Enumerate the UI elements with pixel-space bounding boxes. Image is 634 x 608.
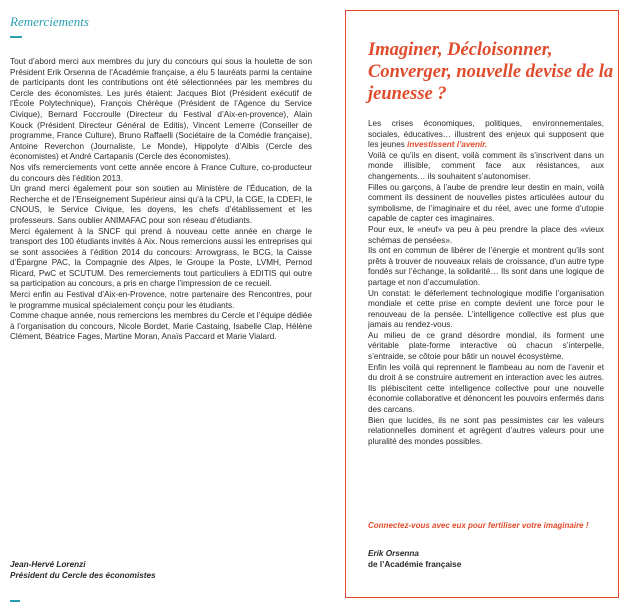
essay-motto: Imaginer, Décloisonner, Converger, nouvelle devise de la jeunesse ? [368,40,614,104]
essay-paragraph: Ils ont en commun de libérer de l’énergie et montrent qu’ils sont prêts à trouver de nouveaux relais de croissance, d’un autre type fondés sur l’échange, la solidarité… Ils sont dans une logique de partage et non d’accumulation. [368,246,604,287]
ack-paragraph: Un grand merci également pour son soutien au Ministère de l’Éducation, de la Recherche et de l’Enseignement Supérieur ainsi qu’à la CPU, la CGE, la CDEFI, le CNOUS, le Service Civique, les doyens, les chefs d’établissement et les professeurs. Sans oublier ANIMAFAC pour son réseau d’étudiants. [10,184,312,225]
signature-role: de l’Académie française [368,559,462,569]
acknowledgements-body [10,57,312,343]
ack-paragraph: Merci enfin au Festival d’Aix-en-Provence, notre partenaire des Rencontres, pour le programme musical spécialement conçu pour les étudiants. [10,290,312,310]
essay-paragraph: Voilà ce qu’ils en disent, voilà comment ils s’inscrivent dans un monde illisible, comment face aux résistances, aux changements… ils souhaitent s’autonomiser. [368,150,604,181]
signature-name: Erik Orsenna [368,549,419,558]
bottom-rule [10,600,20,602]
essay-paragraph: Filles ou garçons, à l’aube de prendre leur destin en main, voilà comment ils dessinent de nouvelles pistes articulées autour du symbolisme, de l’imaginaire et du réel, avec une forme d’utopie capable de capter ces imaginaires. [368,182,604,224]
acknowledgements-title: Remerciements [10,14,89,29]
essay-signature [368,549,598,570]
essay-paragraph: Au milieu de ce grand désordre mondial, ils forment une véritable plate-forme interactive où chacun s’interpelle, s’entraide, se côtoie pour bâtir un nouvel écosystème. [368,330,604,362]
call-to-action: Connectez-vous avec eux pour fertiliser votre imaginaire ! [368,521,589,530]
essay-paragraph: Enfin les voilà qui reprennent le flambeau au nom de l’avenir et du droit à se construire autrement en interaction avec les autres. Ils plébiscitent cette intelligence collective pour une nouvelle économie collaborative et dénoncent les pouvoirs enfermés dans des carcans. [368,362,604,415]
essay-paragraph: Bien que lucides, ils ne sont pas pessimistes car les valeurs relationnelles dominent et agrègent d’autres valeurs pour une pluralité des mondes possibles. [368,415,604,446]
essay-intro-text: Les crises économiques, politiques, environnementales, sociales, éducatives… illustrent des enjeux qui supposent que les jeunes [368,119,604,150]
ack-paragraph: Nos vifs remerciements vont cette année encore à France Culture, co-producteur du concours dès l’édition 2013. [10,162,312,183]
essay-intro-accent: investissent l’avenir. [407,140,488,150]
signature-name: Jean-Hervé Lorenzi [10,560,86,569]
essay-paragraph-intro [368,119,604,151]
essay-body [368,119,604,447]
essay-box [345,10,619,598]
title-underline [10,36,22,38]
essay-paragraph: Pour eux, le «neuf» va peu à peu prendre la place des «vieux schémas de pensées». [368,224,604,245]
acknowledgements-column [8,10,318,38]
ack-paragraph: Tout d’abord merci aux membres du jury du concours qui sous la houlette de son Président Erik Orsenna de l’Académie française, a élu 5 lauréats parmi la centaine de participants dont les contributions ont été sélectionnées par les membres du Cercle des économistes. Les jurés étaient: Jacques Biot (Président exécutif de l’École Polytechnique), François Chérèque (Président de l’Agence du Service Civique), Bernard Foccroulle (Directeur du Festival d’Aix-en-provence), Alain Kouck (Président Directeur Général de Editis), Vincent Lemerre (Conseiller de programme, France Culture), Bruno Raffaelli (Sociétaire de la Comédie française), Antoine Reverchon (Journaliste, Le Monde), Hippolyte d’Albis (Cercle des économistes) et André Cartapanis (Cercle des économistes). [10,57,312,162]
signature-role: Président du Cercle des économistes [10,570,156,580]
acknowledgements-signature [10,560,310,581]
ack-paragraph: Merci également à la SNCF qui prend à nouveau cette année en charge le transport des 100 étudiants invités à Aix. Nous remercions aussi les entreprises qui se sont associées à l’édition 2014 du concours: Arrowgrass, le BCG, la Caisse d’Épargne PAC, la Compagnie des Alpes, le Groupe la Poste, LVMH, Pernod Ricard, PwC et SCUTUM. Des remerciements tout particuliers à EDITIS qui outre sa participation au concours, a pris en charge l’impression de ce recueil. [10,226,312,289]
essay-paragraph: Un constat: le déferlement technologique modifie l’organisation mondiale et cette prise en compte devient une force pour le renouveau de la pensée. L’intelligence collective est plus que jamais au rendez-vous. [368,288,604,330]
ack-paragraph: Comme chaque année, nous remercions les membres du Cercle et l’équipe dédiée à l’organisation du concours, Nicole Bordet, Marie Castaing, Isabelle Clap, Hélène Clément, Béatrice Fages, Martine Moran, Anaïs Paccard et Marie Vialard. [10,311,312,342]
